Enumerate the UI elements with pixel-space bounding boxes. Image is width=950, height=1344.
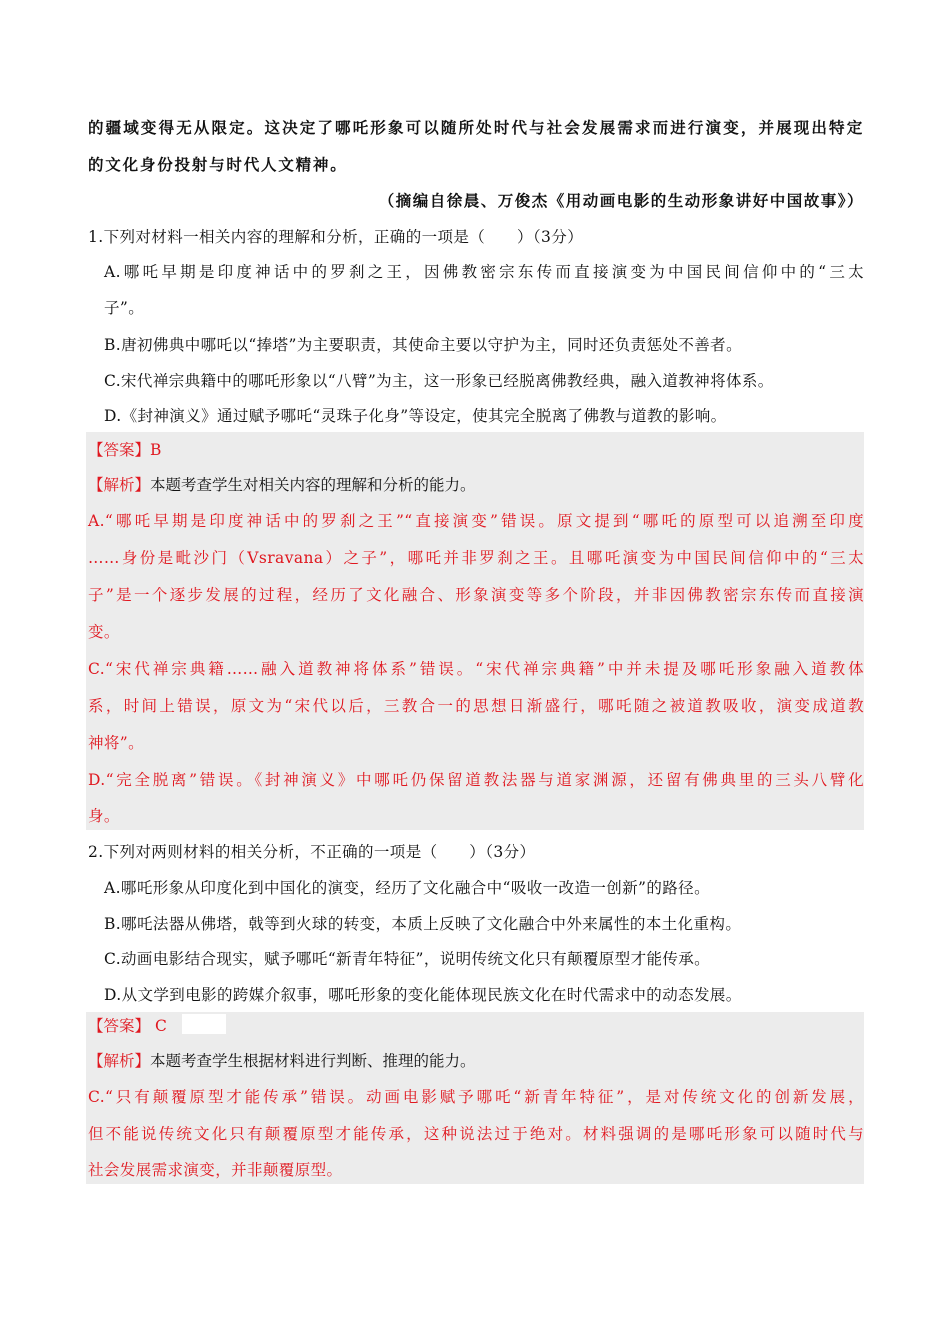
q1-explain-c: 神将”。 xyxy=(88,734,145,752)
q1-option-a-cont: 子”。 xyxy=(104,299,145,317)
q2-explain-c: 社会发展需求演变，并非颠覆原型。 xyxy=(88,1161,343,1179)
q2-explain-c: 但不能说传统文化只有颠覆原型才能传承，这种说法过于绝对。材料强调的是哪吒形象可以随时代与 xyxy=(88,1125,864,1143)
question-2-stem: 2.下列对两则材料的相关分析，不正确的一项是（ ）（3分） xyxy=(88,843,536,861)
q1-answer xyxy=(88,440,161,460)
passage-source: （摘编自徐晨、万俊杰《用动画电影的生动形象讲好中国故事》） xyxy=(378,191,864,210)
q1-option-a: A.哪吒早期是印度神话中的罗刹之王，因佛教密宗东传而直接演变为中国民间信仰中的“三太 xyxy=(104,263,864,281)
q1-explain-c: C.“宋代禅宗典籍……融入道教神将体系”错误。“宋代禅宗典籍”中并未提及哪吒形象融入道教体 xyxy=(88,660,864,678)
q2-explain-c: C.“只有颠覆原型才能传承”错误。动画电影赋予哪吒“新青年特征”，是对传统文化的创新发展， xyxy=(88,1088,864,1106)
q2-option-b: B.哪吒法器从佛塔，戟等到火球的转变，本质上反映了文化融合中外来属性的本土化重构。 xyxy=(104,915,742,933)
analysis-tag: 【解析】 xyxy=(88,1052,151,1070)
q2-analysis xyxy=(88,1051,476,1071)
analysis-text: 本题考查学生对相关内容的理解和分析的能力。 xyxy=(150,476,476,494)
q1-option-b: B.唐初佛典中哪吒以“捧塔”为主要职责，其使命主要以守护为主，同时还负责惩处不善者。 xyxy=(104,336,742,354)
q2-option-d: D.从文学到电影的跨媒介叙事，哪吒形象的变化能体现民族文化在时代需求中的动态发展。 xyxy=(104,986,742,1004)
answer-value: B xyxy=(150,441,162,459)
passage-line: 的文化身份投射与时代人文精神。 xyxy=(88,155,348,174)
q1-explain-a: 变。 xyxy=(88,623,120,641)
q2-option-c: C.动画电影结合现实，赋予哪吒“新青年特征”，说明传统文化只有颠覆原型才能传承。 xyxy=(104,950,711,968)
passage-line: 的疆域变得无从限定。这决定了哪吒形象可以随所处时代与社会发展需求而进行演变，并展现出特定 xyxy=(88,118,864,137)
q1-explain-c: 系，时间上错误，原文为“宋代以后，三教合一的思想日渐盛行，哪吒随之被道教吸收，演变成道教 xyxy=(88,697,864,715)
q1-option-d: D.《封神演义》通过赋予哪吒“灵珠子化身”等设定，使其完全脱离了佛教与道教的影响。 xyxy=(104,407,727,425)
q1-explain-d: D.“完全脱离”错误。《封神演义》中哪吒仍保留道教法器与道家渊源，还留有佛典里的三头八臂化 xyxy=(88,771,864,789)
q1-option-c: C.宋代禅宗典籍中的哪吒形象以“八臂”为主，这一形象已经脱离佛教经典，融入道教神将体系。 xyxy=(104,372,774,390)
answer-gap xyxy=(182,1014,226,1034)
answer-tag: 【答案】 xyxy=(88,441,151,459)
q1-explain-a: 子”是一个逐步发展的过程，经历了文化融合、形象演变等多个阶段，并非因佛教密宗东传而直接演 xyxy=(88,586,864,604)
answer-value: C xyxy=(150,1017,167,1035)
analysis-text: 本题考查学生根据材料进行判断、推理的能力。 xyxy=(150,1052,476,1070)
q1-explain-a: A.“哪吒早期是印度神话中的罗刹之王”“直接演变”错误。原文提到“哪吒的原型可以追溯至印度 xyxy=(88,512,864,530)
answer-tag: 【答案】 xyxy=(88,1017,151,1035)
q1-explain-a: ……身份是毗沙门（Vsravana）之子”，哪吒并非罗刹之王。且哪吒演变为中国民间信仰中的“三太 xyxy=(88,549,864,567)
q2-option-a: A.哪吒形象从印度化到中国化的演变，经历了文化融合中“吸收一改造一创新”的路径。 xyxy=(104,879,710,897)
q1-explain-d: 身。 xyxy=(88,807,120,825)
q1-analysis xyxy=(88,475,476,495)
question-1-stem: 1.下列对材料一相关内容的理解和分析，正确的一项是（ ）（3分） xyxy=(88,228,584,246)
q2-answer xyxy=(88,1016,167,1036)
analysis-tag: 【解析】 xyxy=(88,476,151,494)
